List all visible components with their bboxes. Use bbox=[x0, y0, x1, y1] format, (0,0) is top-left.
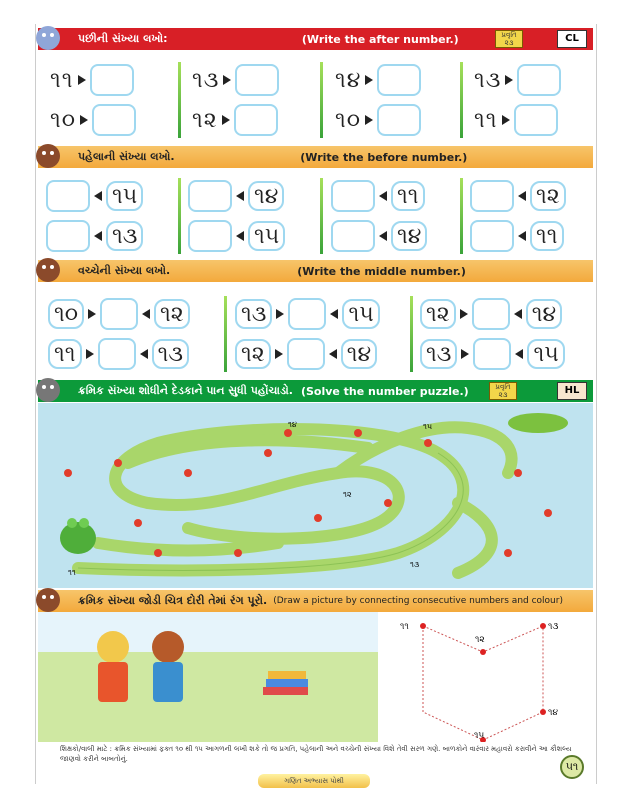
arrow-right-icon bbox=[80, 115, 88, 125]
arrow-left-icon bbox=[379, 191, 387, 201]
maze-label: ૧૩ bbox=[410, 560, 420, 569]
arrow-left-icon bbox=[94, 231, 102, 241]
number-maze bbox=[38, 403, 593, 588]
drawing-area bbox=[38, 612, 593, 742]
teacher-note: શિક્ષકો/વાલી માટે : ક્રમિક સંખ્યામાં ફક્ત ૧૦ થી ૧૫ આગળની લખી શકે તો જ પ્રગતિ, પહેલાની અને વચ્ચેની સંખ્યા વિશે તેવી સરળ ગણે. બાળકોને વારંવાર મહાવરો કરાવીને આ કૌશલ્ય જાણવો કરીને બાબતોનું. bbox=[60, 745, 572, 763]
arrow-left-icon bbox=[515, 349, 523, 359]
section-title-en: (Write the middle number.) bbox=[297, 264, 466, 278]
section-title-gu: ક્રમિક સંખ્યા શોધીને દેડકાને પાન સુધી પહોંચાડો. bbox=[78, 384, 293, 397]
number-pill: ૧૩ bbox=[106, 221, 143, 251]
number-text: ૧૨ bbox=[192, 107, 218, 133]
books-stack-icon bbox=[263, 671, 308, 695]
number-pill: ૧૦ bbox=[48, 299, 84, 329]
middle-item bbox=[48, 338, 189, 370]
before-item bbox=[470, 180, 566, 212]
arrow-left-icon bbox=[518, 191, 526, 201]
number-pill: ૧૫ bbox=[527, 339, 564, 369]
answer-box[interactable] bbox=[331, 180, 375, 212]
rhino-mascot-icon bbox=[32, 374, 64, 406]
answer-box[interactable] bbox=[188, 220, 232, 252]
answer-box[interactable] bbox=[470, 180, 514, 212]
section-title-gu: ક્રમિક સંખ્યા જોડી ચિત્ર દોરી તેમાં રંગ પૂરો. bbox=[78, 594, 268, 607]
answer-box[interactable] bbox=[514, 104, 558, 136]
maze-label: ૧૪ bbox=[288, 420, 297, 429]
column-divider bbox=[410, 296, 413, 372]
before-item bbox=[331, 180, 425, 212]
arrow-left-icon bbox=[379, 231, 387, 241]
arrow-right-icon bbox=[505, 75, 513, 85]
arrow-left-icon bbox=[329, 349, 337, 359]
dot-label: ૧૩ bbox=[548, 622, 559, 632]
arrow-right-icon bbox=[86, 349, 94, 359]
number-pill: ૧૨ bbox=[235, 339, 271, 369]
dot-label: ૧૧ bbox=[400, 622, 409, 632]
section-header-draw bbox=[38, 590, 593, 612]
middle-item bbox=[235, 338, 377, 370]
section-title-en: (Write the before number.) bbox=[300, 150, 468, 164]
arrow-left-icon bbox=[514, 309, 522, 319]
arrow-right-icon bbox=[365, 75, 373, 85]
number-pill: ૧૧ bbox=[48, 339, 82, 369]
before-item bbox=[331, 220, 427, 252]
column-divider bbox=[320, 62, 323, 138]
lily-pad-icon bbox=[508, 413, 568, 433]
section-title-gu: વચ્ચેની સંખ્યા લખો. bbox=[78, 264, 171, 277]
answer-box[interactable] bbox=[46, 220, 90, 252]
after-item bbox=[474, 64, 561, 96]
after-item bbox=[474, 104, 558, 136]
number-text: ૧૩ bbox=[474, 67, 502, 93]
number-pill: ૧૪ bbox=[526, 299, 562, 329]
number-text: ૧૩ bbox=[192, 67, 220, 93]
arrow-left-icon bbox=[518, 231, 526, 241]
number-pill: ૧૫ bbox=[248, 221, 285, 251]
dot-label: ૧૪ bbox=[548, 708, 558, 718]
number-pill: ૧૩ bbox=[235, 299, 272, 329]
column-divider bbox=[460, 178, 463, 254]
number-pill: ૧૫ bbox=[342, 299, 379, 329]
section-header-before bbox=[38, 146, 593, 168]
answer-box[interactable] bbox=[470, 220, 514, 252]
before-item bbox=[188, 220, 285, 252]
answer-box[interactable] bbox=[287, 338, 325, 370]
answer-box[interactable] bbox=[473, 338, 511, 370]
answer-box[interactable] bbox=[90, 64, 134, 96]
number-pill: ૧૨ bbox=[420, 299, 456, 329]
column-divider bbox=[320, 178, 323, 254]
arrow-right-icon bbox=[78, 75, 86, 85]
number-pill: ૧૪ bbox=[391, 221, 427, 251]
number-pill: ૧૪ bbox=[248, 181, 284, 211]
number-pill: ૧૩ bbox=[420, 339, 457, 369]
girl-reading-icon bbox=[97, 631, 129, 702]
before-item bbox=[470, 220, 564, 252]
column-divider bbox=[178, 178, 181, 254]
number-pill: ૧૧ bbox=[391, 181, 425, 211]
arrow-left-icon bbox=[142, 309, 150, 319]
arrow-right-icon bbox=[222, 115, 230, 125]
section-title-en: (Draw a picture by connecting consecutive numbers and colour) bbox=[273, 596, 563, 606]
arrow-right-icon bbox=[88, 309, 96, 319]
number-text: ૧૧ bbox=[474, 107, 498, 133]
arrow-right-icon bbox=[460, 309, 468, 319]
dot-label: ૧૨ bbox=[475, 635, 485, 645]
middle-item bbox=[48, 298, 190, 330]
arrow-right-icon bbox=[365, 115, 373, 125]
section-header-middle bbox=[38, 260, 593, 282]
maze-label: ૧૨ bbox=[343, 490, 352, 499]
maze-paths bbox=[78, 427, 512, 573]
answer-box[interactable] bbox=[331, 220, 375, 252]
page-number: ૫૧ bbox=[560, 755, 584, 779]
arrow-left-icon bbox=[236, 231, 244, 241]
answer-box[interactable] bbox=[377, 104, 421, 136]
maze-label: ૧૫ bbox=[423, 422, 433, 431]
section-title-gu: પહેલાની સંખ્યા લખો. bbox=[78, 150, 175, 163]
before-item bbox=[46, 220, 143, 252]
boy-reading-icon bbox=[152, 631, 184, 702]
dog-mascot-icon bbox=[32, 140, 64, 172]
answer-box[interactable] bbox=[92, 104, 136, 136]
activity-tag: પ્રવૃતિ ૨૩ bbox=[495, 30, 523, 48]
answer-box[interactable] bbox=[472, 298, 510, 330]
dog-mascot-icon bbox=[32, 254, 64, 286]
elephant-mascot-icon bbox=[32, 22, 64, 54]
section-title-en: (Write the after number.) bbox=[301, 32, 459, 46]
column-divider bbox=[224, 296, 227, 372]
after-item bbox=[192, 104, 278, 136]
column-divider bbox=[460, 62, 463, 138]
arrow-left-icon bbox=[236, 191, 244, 201]
arrow-right-icon bbox=[223, 75, 231, 85]
number-text: ૧૪ bbox=[335, 67, 362, 93]
column-divider bbox=[178, 62, 181, 138]
number-text: ૧૦ bbox=[50, 107, 77, 133]
maze-label: ૧૧ bbox=[68, 568, 76, 577]
section-header-maze bbox=[38, 380, 593, 402]
answer-box[interactable] bbox=[46, 180, 90, 212]
arrow-right-icon bbox=[275, 349, 283, 359]
answer-box[interactable] bbox=[100, 298, 138, 330]
section-title-en: (Solve the number puzzle.) bbox=[300, 384, 469, 398]
number-pill: ૧૧ bbox=[530, 221, 564, 251]
activity-tag: પ્રવૃતિ ૨૩ bbox=[489, 382, 517, 400]
after-item bbox=[50, 104, 136, 136]
after-item bbox=[335, 104, 421, 136]
after-item bbox=[335, 64, 421, 96]
arrow-right-icon bbox=[502, 115, 510, 125]
number-pill: ૧૩ bbox=[152, 339, 189, 369]
arrow-left-icon bbox=[330, 309, 338, 319]
before-item bbox=[188, 180, 284, 212]
before-item bbox=[46, 180, 143, 212]
middle-item bbox=[420, 338, 565, 370]
answer-box[interactable] bbox=[235, 64, 279, 96]
arrow-left-icon bbox=[140, 349, 148, 359]
middle-item bbox=[420, 298, 562, 330]
answer-box[interactable] bbox=[288, 298, 326, 330]
number-pill: ૧૫ bbox=[106, 181, 143, 211]
answer-box[interactable] bbox=[98, 338, 136, 370]
arrow-right-icon bbox=[461, 349, 469, 359]
arrow-left-icon bbox=[94, 191, 102, 201]
after-item bbox=[50, 64, 134, 96]
answer-box[interactable] bbox=[234, 104, 278, 136]
section-title-gu: પછીની સંખ્યા લખો: bbox=[78, 32, 168, 45]
code-badge: CL bbox=[557, 30, 587, 48]
dot-label: ૧૫ bbox=[474, 731, 485, 741]
answer-box[interactable] bbox=[517, 64, 561, 96]
number-text: ૧૧ bbox=[50, 67, 74, 93]
answer-box[interactable] bbox=[188, 180, 232, 212]
number-pill: ૧૪ bbox=[341, 339, 377, 369]
middle-item bbox=[235, 298, 380, 330]
kids-reading-illustration bbox=[38, 612, 593, 742]
number-text: ૧૦ bbox=[335, 107, 362, 133]
maze-drawing bbox=[38, 403, 593, 588]
arrow-right-icon bbox=[276, 309, 284, 319]
section-header-after bbox=[38, 28, 593, 50]
footer-label: ગણિત અભ્યાસ પોથી bbox=[258, 774, 370, 788]
after-item bbox=[192, 64, 279, 96]
number-pill: ૧૨ bbox=[530, 181, 566, 211]
answer-box[interactable] bbox=[377, 64, 421, 96]
frog-icon bbox=[60, 518, 96, 554]
number-pill: ૧૨ bbox=[154, 299, 190, 329]
code-badge: HL bbox=[557, 382, 587, 400]
